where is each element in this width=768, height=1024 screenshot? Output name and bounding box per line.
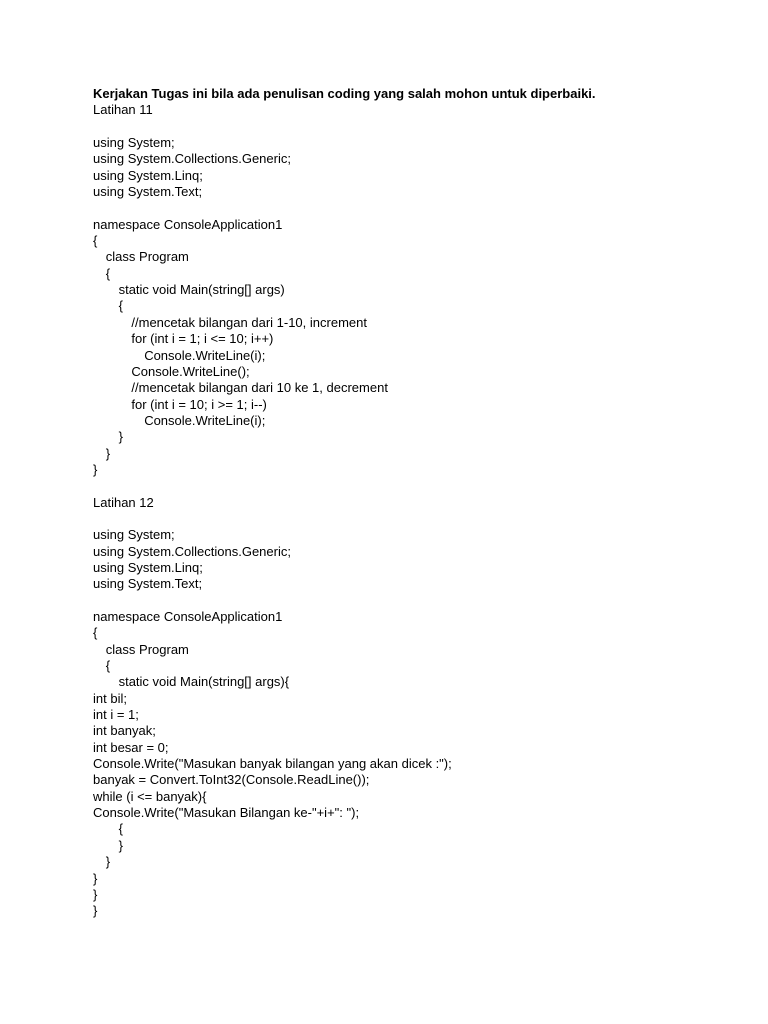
- text-line: Console.WriteLine(i);: [144, 347, 266, 363]
- text-line: banyak = Convert.ToInt32(Console.ReadLine());: [93, 772, 370, 788]
- text-line: }: [93, 903, 98, 919]
- text-line: Console.Write("Masukan Bilangan ke-"+i+": ");: [93, 805, 360, 821]
- text-line: using System.Linq;: [93, 559, 203, 575]
- blank-line: [93, 511, 733, 527]
- text-line: while (i <= banyak){: [93, 788, 207, 804]
- text-line: Console.Write("Masukan banyak bilangan yang akan dicek :");: [93, 756, 452, 772]
- text-line: {: [105, 265, 111, 281]
- text-line: {: [93, 625, 98, 641]
- text-line: Latihan 12: [93, 494, 154, 510]
- text-line: int i = 1;: [93, 707, 139, 723]
- text-line: using System.Linq;: [93, 167, 203, 183]
- blank-line: [93, 593, 733, 609]
- text-line: {: [118, 298, 123, 314]
- text-line: for (int i = 10; i >= 1; i--): [131, 396, 267, 412]
- text-line: using System;: [93, 135, 175, 151]
- text-line: }: [93, 870, 98, 886]
- text-line: }: [93, 461, 98, 477]
- blank-line: [93, 200, 733, 216]
- text-line: using System.Collections.Generic;: [93, 151, 291, 167]
- text-line: using System.Text;: [93, 576, 203, 592]
- text-line: }: [118, 429, 123, 445]
- text-line: namespace ConsoleApplication1: [93, 609, 283, 624]
- text-line: }: [105, 854, 111, 870]
- text-line: class Program: [105, 641, 189, 657]
- text-line: int banyak;: [93, 723, 156, 739]
- instruction-heading: Kerjakan Tugas ini bila ada penulisan coding yang salah mohon untuk diperbaiki.: [93, 86, 596, 101]
- text-line: namespace ConsoleApplication1: [93, 216, 283, 232]
- document-body: [93, 86, 733, 920]
- blank-line: [93, 478, 733, 494]
- text-line: static void Main(string[] args): [118, 282, 285, 298]
- text-line: static void Main(string[] args){: [118, 674, 290, 690]
- text-line: int besar = 0;: [93, 739, 169, 755]
- text-line: //mencetak bilangan dari 1-10, increment: [131, 314, 367, 330]
- text-line: Latihan 11: [93, 102, 153, 118]
- text-line: }: [93, 886, 98, 902]
- blank-line: [93, 119, 733, 135]
- text-line: }: [118, 837, 123, 853]
- text-line: }: [105, 445, 111, 461]
- text-line: {: [105, 658, 111, 674]
- text-line: for (int i = 1; i <= 10; i++): [131, 331, 274, 347]
- text-line: {: [118, 821, 123, 837]
- text-line: class Program: [105, 249, 189, 265]
- text-line: Console.WriteLine();: [131, 363, 250, 379]
- text-line: using System.Text;: [93, 184, 203, 200]
- text-line: Console.WriteLine(i);: [144, 412, 266, 428]
- text-line: int bil;: [93, 690, 127, 706]
- text-line: using System.Collections.Generic;: [93, 543, 291, 559]
- text-line: {: [93, 233, 98, 249]
- text-line: //mencetak bilangan dari 10 ke 1, decrement: [131, 380, 388, 396]
- text-line: using System;: [93, 527, 175, 543]
